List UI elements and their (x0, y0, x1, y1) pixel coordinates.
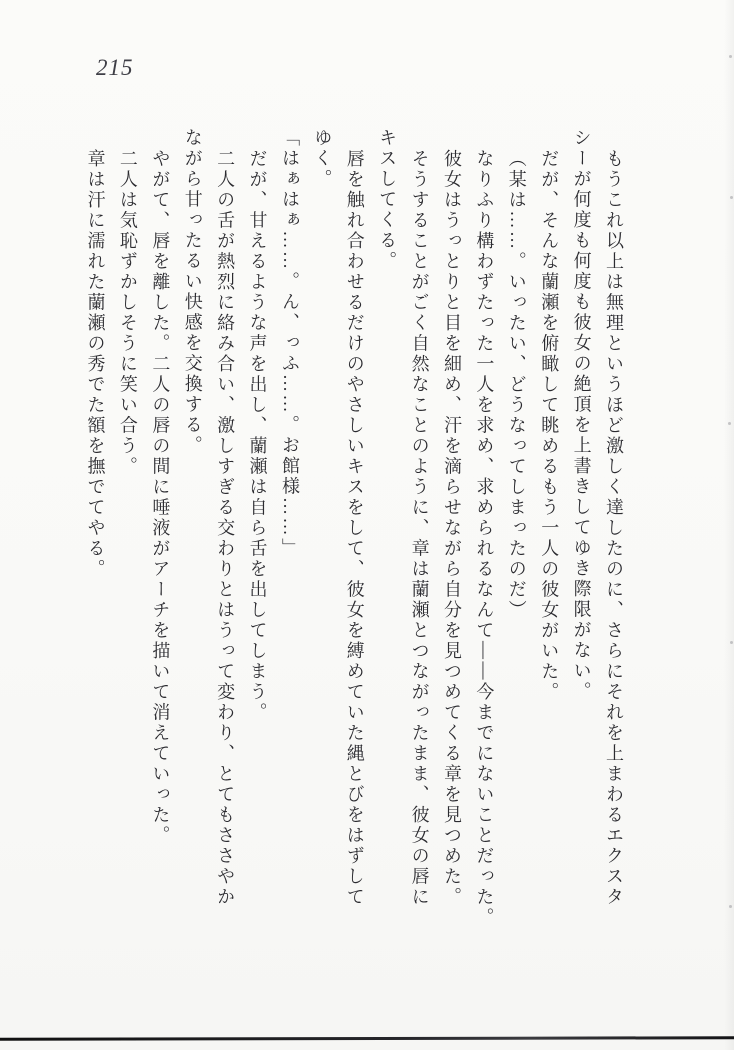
text-line: シーが何度も何度も彼女の絶頂を上書きしてゆき際限がない。 (571, 128, 592, 702)
text-line: ながら甘ったるい快感を交換する。 (182, 128, 203, 456)
text-line: 「はぁはぁ……。ん、っふ……。お館様……」 (279, 128, 300, 559)
scan-speck (730, 641, 733, 644)
text-line: そうすることがごく自然なことのように、章は蘭瀬とつながったまま、彼女の唇に (409, 149, 430, 908)
scan-speck (730, 196, 733, 199)
text-line: 二人は気恥ずかしそうに笑い合う。 (117, 149, 138, 477)
text-line: だが、甘えるような声を出し、蘭瀬は自ら舌を出してしまう。 (247, 149, 268, 723)
text-line: やがて、唇を離した。二人の唇の間に唾液がアーチを描いて消えていった。 (150, 149, 171, 846)
page-edge-shade (724, 0, 734, 1050)
text-line: 唇を触れ合わせるだけのやさしいキスをして、彼女を縛めていた縄とびをはずして (344, 149, 365, 908)
text-line: （某は……。いったい、どうなってしまったのだ） (506, 149, 527, 621)
text-line: 二人の舌が熱烈に絡み合い、激しすぎる交わりとはうって変わり、とてもささやか (215, 149, 236, 908)
text-line: キスしてくる。 (377, 128, 398, 272)
text-line: なりふり構わずたった一人を求め、求められるなんて――今までにないことだった。 (474, 149, 495, 928)
scan-speck (729, 55, 732, 58)
text-line: もうこれ以上は無理というほど激しく達したのに、さらにそれを上まわるエクスタ (604, 149, 624, 908)
text-line: 章は汗に濡れた蘭瀬の秀でた額を撫でてやる。 (85, 149, 106, 580)
scan-edge-line (0, 1036, 734, 1041)
text-line: 彼女はうっとりと目を細め、汗を滴らせながら自分を見つめてくる章を見つめた。 (441, 149, 462, 908)
page-number: 215 (96, 55, 134, 80)
scan-speck (729, 905, 732, 908)
text-line: ゆく。 (312, 128, 333, 190)
text-line: だが、そんな蘭瀬を俯瞰して眺めるもう一人の彼女がいた。 (539, 149, 560, 703)
body-text-vertical (79, 128, 630, 948)
scan-speck (728, 422, 731, 425)
